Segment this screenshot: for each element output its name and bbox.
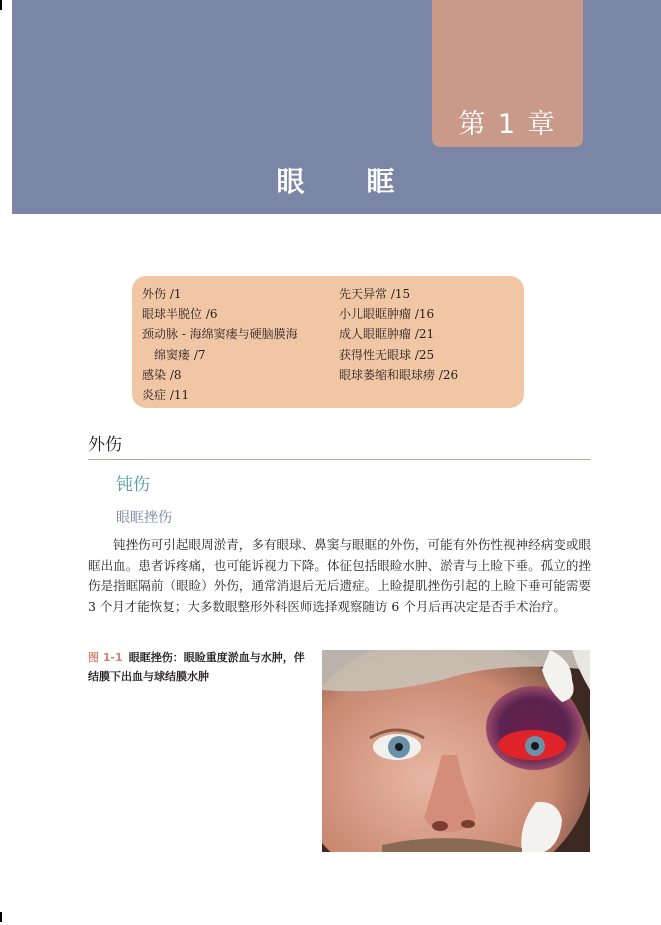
contents-item[interactable]: 获得性无眼球 /25: [339, 347, 435, 362]
contents-item-continuation[interactable]: 绵窦瘘 /7: [154, 347, 206, 362]
figure-caption: [88, 648, 308, 686]
figure-caption-text: 眼眶挫伤：眼睑重度淤血与水肿，伴结膜下出血与球结膜水肿: [88, 651, 305, 683]
contents-column-right: [339, 284, 519, 385]
subsubsection-heading: 眼眶挫伤: [116, 510, 172, 526]
figure-label: 图 1-1: [88, 651, 123, 664]
contents-item[interactable]: 颈动脉 - 海绵窦瘘与硬脑膜海: [142, 327, 298, 342]
chapter-contents-box: [132, 276, 524, 408]
contents-item[interactable]: 炎症 /11: [142, 388, 190, 403]
chapter-number: 第 1 章: [458, 109, 557, 140]
chapter-title: 眼 眶: [276, 165, 397, 198]
eye-contusion-photo: [322, 650, 590, 852]
section-heading: 外伤: [88, 430, 590, 460]
contents-item[interactable]: 感染 /8: [142, 367, 182, 382]
contents-item[interactable]: 小儿眼眶肿瘤 /16: [339, 307, 435, 322]
contents-item[interactable]: 先天异常 /15: [339, 287, 411, 301]
figure-photo-eye-contusion: [322, 650, 590, 852]
contents-item[interactable]: 眼球萎缩和眼球痨 /26: [339, 367, 459, 382]
contents-item[interactable]: 外伤 /1: [142, 287, 182, 301]
contents-item[interactable]: 眼球半脱位 /6: [142, 307, 218, 322]
chapter-tab: [432, 0, 583, 147]
contents-column-left: [142, 284, 332, 405]
contents-item[interactable]: 成人眼眶肿瘤 /21: [339, 327, 435, 342]
subsection-heading: 钝伤: [116, 475, 150, 495]
crop-mark-top: [0, 0, 2, 10]
body-paragraph: 钝挫伤可引起眼周淤青，多有眼球、鼻窦与眼眶的外伤，可能有外伤性视神经病变或眼眶出血。患者诉疼痛，也可能诉视力下降。体征包括眼睑水肿、淤青与上睑下垂。孤立的挫伤是指眶隔前（眼睑）外伤，通常消退后无后遗症。上睑提肌挫伤引起的上睑下垂可能需要 3 个月才能恢复；大多数眼整形外科医师选择观察随访 6 个月后再决定是否手术治疗。: [88, 537, 591, 614]
crop-mark-bottom: [0, 912, 2, 922]
